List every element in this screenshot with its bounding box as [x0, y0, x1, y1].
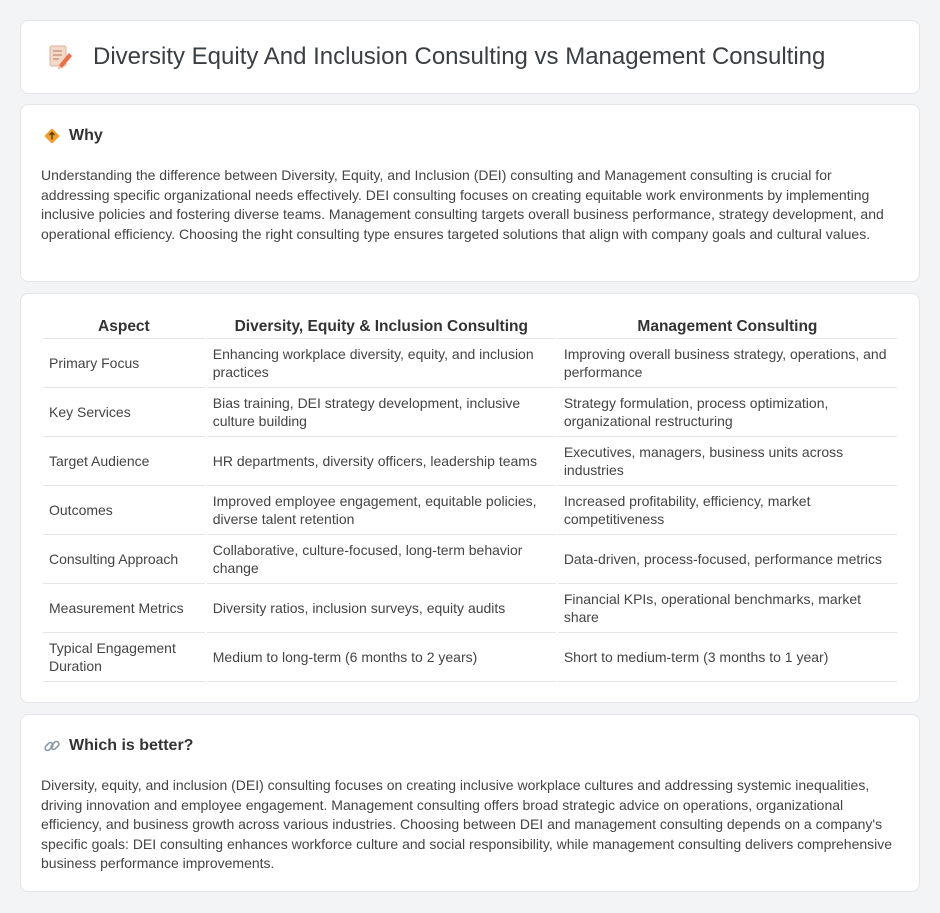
table-row: [43, 388, 897, 437]
why-card: [20, 104, 920, 282]
why-heading: [43, 127, 103, 145]
aspect-cell: Typical Engagement Duration: [43, 633, 205, 682]
link-icon: [43, 737, 61, 755]
dei-cell: Collaborative, culture-focused, long-term behavior change: [207, 535, 556, 584]
aspect-cell: Consulting Approach: [43, 535, 205, 584]
better-card: [20, 714, 920, 892]
dei-cell: Enhancing workplace diversity, equity, and inclusion practices: [207, 339, 556, 388]
header-management: Management Consulting: [558, 316, 897, 339]
better-heading: [43, 737, 193, 755]
title-row: [47, 43, 825, 71]
header-dei: Diversity, Equity & Inclusion Consulting: [207, 316, 556, 339]
aspect-cell: Target Audience: [43, 437, 205, 486]
table-row: [43, 339, 897, 388]
dei-cell: Medium to long-term (6 months to 2 years): [207, 633, 556, 682]
aspect-cell: Primary Focus: [43, 339, 205, 388]
dei-cell: Diversity ratios, inclusion surveys, equity audits: [207, 584, 556, 633]
dei-cell: Improved employee engagement, equitable policies, diverse talent retention: [207, 486, 556, 535]
table-row: [43, 437, 897, 486]
better-title: Which is better?: [69, 737, 194, 754]
aspect-cell: Measurement Metrics: [43, 584, 205, 633]
document-edit-icon: [47, 43, 73, 71]
dei-cell: Bias training, DEI strategy development, inclusive culture building: [207, 388, 556, 437]
header-aspect: Aspect: [43, 316, 205, 339]
management-cell: Short to medium-term (3 months to 1 year): [558, 633, 897, 682]
table-header-row: [43, 316, 897, 339]
management-cell: Financial KPIs, operational benchmarks, market share: [558, 584, 897, 633]
management-cell: Executives, managers, business units across industries: [558, 437, 897, 486]
better-text: Diversity, equity, and inclusion (DEI) consulting focuses on creating inclusive workplace cultures and addressing systemic inequalities, driving innovation and employee engagement. Management consulting offers broad strategic advice on operations, organizational efficiency, and business growth across various industries. Choosing between DEI and management consulting depends on a company's specific goals: DEI consulting enhances workforce culture and social responsibility, while management consulting delivers comprehensive business performance improvements.: [41, 777, 893, 871]
page-title: Diversity Equity And Inclusion Consulting vs Management Consulting: [93, 43, 826, 70]
dei-cell: HR departments, diversity officers, leadership teams: [207, 437, 556, 486]
aspect-cell: Key Services: [43, 388, 205, 437]
why-title: Why: [69, 127, 103, 144]
management-cell: Improving overall business strategy, operations, and performance: [558, 339, 897, 388]
table-row: [43, 584, 897, 633]
table-row: [43, 535, 897, 584]
why-text: Understanding the difference between Diversity, Equity, and Inclusion (DEI) consulting and Management consulting is crucial for addressing specific organizational needs effectively. DEI consulting focuses on creating equitable work environments by implementing inclusive policies and fostering diverse teams. Management consulting targets overall business performance, strategy development, and operational efficiency. Choosing the right consulting type ensures targeted solutions that align with company goals and cultural values.: [41, 167, 884, 242]
road-sign-icon: [43, 127, 61, 145]
table-row: [43, 633, 897, 682]
management-cell: Increased profitability, efficiency, market competitiveness: [558, 486, 897, 535]
management-cell: Strategy formulation, process optimization, organizational restructuring: [558, 388, 897, 437]
management-cell: Data-driven, process-focused, performance metrics: [558, 535, 897, 584]
comparison-card: [20, 293, 920, 703]
table-row: [43, 486, 897, 535]
aspect-cell: Outcomes: [43, 486, 205, 535]
title-card: [20, 20, 920, 94]
comparison-table: [41, 316, 899, 682]
